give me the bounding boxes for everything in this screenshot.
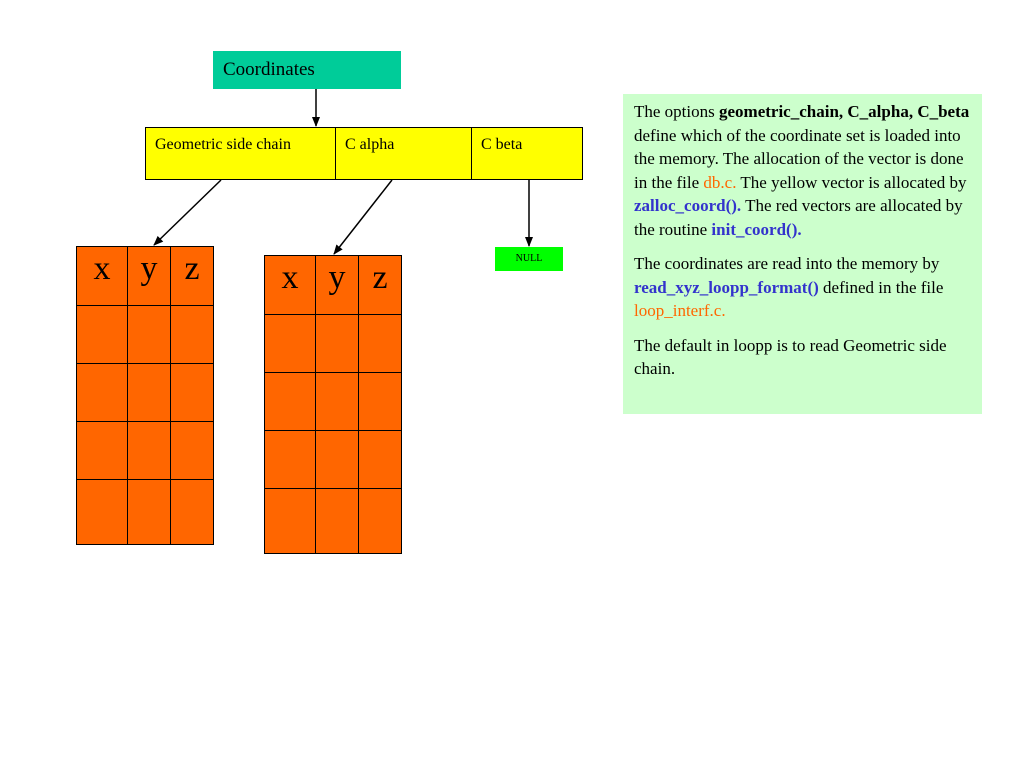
arrow-geometric-to-left-matrix xyxy=(154,180,221,245)
file-name-db-c: db.c. xyxy=(703,172,737,192)
matrix-cell xyxy=(171,306,214,364)
header-y: y xyxy=(316,256,359,315)
matrix-cell xyxy=(128,422,171,480)
text: The red vectors are allocated by the routine xyxy=(634,196,963,239)
option-names: geometric_chain, C_alpha, C_beta xyxy=(719,102,970,121)
matrix-cell xyxy=(77,364,128,422)
matrix-cell xyxy=(359,431,402,489)
matrix-cell xyxy=(359,373,402,431)
matrix-cell xyxy=(316,489,359,554)
matrix-row xyxy=(265,431,402,489)
header-y: y xyxy=(128,247,171,306)
coordinate-matrix-geometric xyxy=(76,246,214,545)
function-zalloc-coord: zalloc_coord(). xyxy=(634,196,742,215)
matrix-header-row xyxy=(77,247,214,306)
vector-cell-c-beta: C beta xyxy=(481,136,523,153)
matrix-row xyxy=(265,373,402,431)
matrix-row xyxy=(77,306,214,364)
vector-cell-c-alpha: C alpha xyxy=(336,128,472,179)
matrix-cell xyxy=(77,422,128,480)
arrow-calpha-to-right-matrix xyxy=(334,180,392,254)
matrix-cell xyxy=(128,306,171,364)
matrix-cell xyxy=(171,480,214,545)
coordinate-matrix-calpha xyxy=(264,255,402,554)
matrix-cell xyxy=(128,480,171,545)
matrix-row xyxy=(77,480,214,545)
matrix-cell xyxy=(316,431,359,489)
function-init-coord: init_coord(). xyxy=(711,219,802,239)
matrix-cell xyxy=(128,364,171,422)
text: The coordinates are read into the memory by xyxy=(634,254,940,273)
coordinates-box: Coordinates xyxy=(213,51,401,89)
header-x: x xyxy=(77,247,128,306)
header-z: z xyxy=(359,256,402,315)
matrix-row xyxy=(265,315,402,373)
matrix-row xyxy=(77,364,214,422)
explanation-box xyxy=(623,94,982,414)
matrix-cell xyxy=(77,306,128,364)
matrix-cell xyxy=(316,373,359,431)
matrix-row xyxy=(77,422,214,480)
null-box: NULL xyxy=(495,247,563,271)
vector-cell-geometric-side-chain: Geometric side chain xyxy=(146,128,336,179)
matrix-cell xyxy=(171,422,214,480)
explanation-paragraph-2 xyxy=(634,252,972,323)
matrix-row xyxy=(265,489,402,554)
matrix-header-row xyxy=(265,256,402,315)
header-x: x xyxy=(265,256,316,315)
function-read-xyz-loopp-format: read_xyz_loopp_format() xyxy=(634,277,819,297)
matrix-cell xyxy=(359,489,402,554)
text: The yellow vector is allocated by xyxy=(736,172,967,192)
explanation-paragraph-1 xyxy=(634,100,972,241)
matrix-cell xyxy=(77,480,128,545)
matrix-cell xyxy=(265,489,316,554)
file-name-loop-interf-c: loop_interf.c. xyxy=(634,301,726,320)
matrix-cell xyxy=(171,364,214,422)
matrix-cell xyxy=(265,315,316,373)
matrix-cell xyxy=(316,315,359,373)
text: The options xyxy=(634,102,719,121)
text: define which of the coordinate set is loaded into the memory. The allocation of the vector is done in the file xyxy=(634,125,964,192)
text: defined in the file xyxy=(818,277,944,297)
explanation-paragraph-3: The default in loopp is to read Geometric side chain. xyxy=(634,335,947,378)
matrix-cell xyxy=(359,315,402,373)
matrix-cell xyxy=(265,431,316,489)
header-z: z xyxy=(171,247,214,306)
yellow-vector xyxy=(145,127,583,180)
matrix-cell xyxy=(265,373,316,431)
